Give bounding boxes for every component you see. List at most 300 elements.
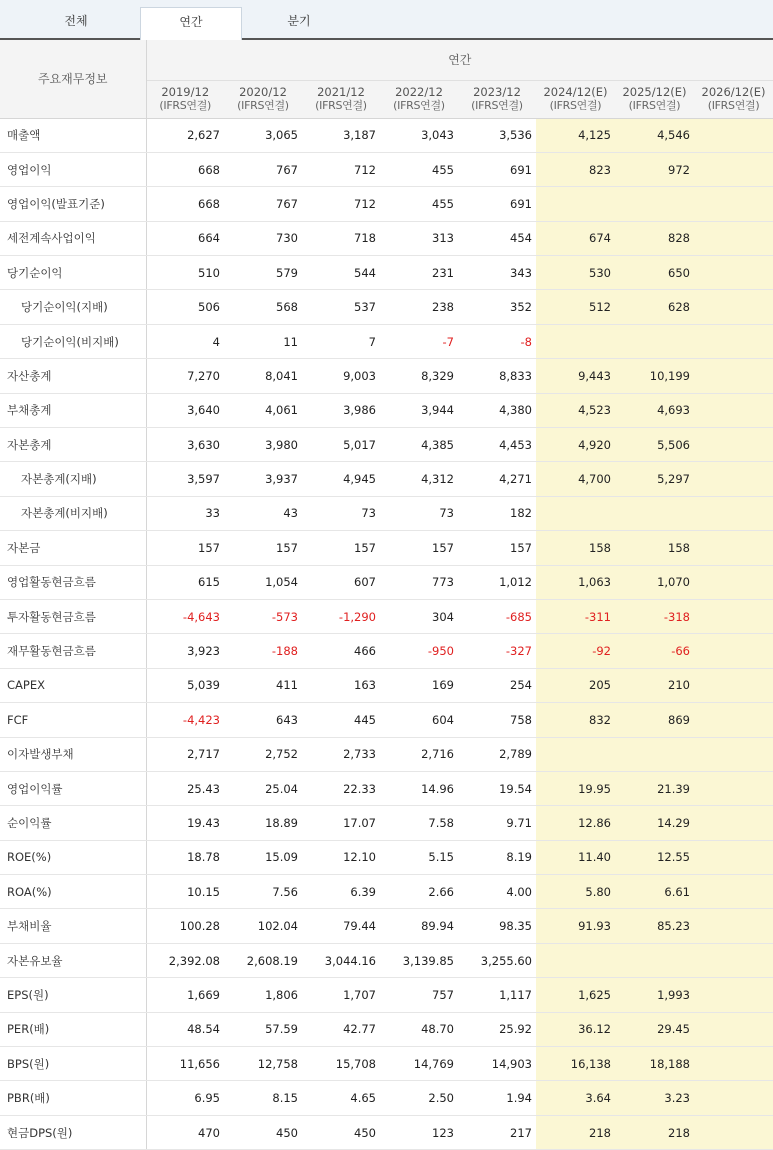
table-cell: 466 [302,634,380,668]
table-row [0,1115,773,1149]
row-label: 재무활동현금흐름 [0,634,146,668]
column-period: 2020/12 [239,85,287,99]
table-row [0,771,773,805]
table-cell: 12.10 [302,840,380,874]
table-cell: 615 [146,565,224,599]
table-cell: 650 [615,256,694,290]
table-cell: 674 [536,221,615,255]
table-cell: 254 [458,668,536,702]
table-cell [694,1012,773,1046]
column-basis: (IFRS연결) [159,99,212,112]
column-period: 2026/12(E) [701,85,766,99]
table-cell: 568 [224,290,302,324]
table-cell: 718 [302,221,380,255]
table-row [0,359,773,393]
table-cell: 7.56 [224,875,302,909]
table-cell: 48.54 [146,1012,224,1046]
table-cell: 163 [302,668,380,702]
row-label: ROA(%) [0,875,146,909]
table-row [0,634,773,668]
table-cell: 14.96 [380,771,458,805]
row-label: 자본총계(비지배) [0,496,146,530]
row-label: 자본총계 [0,428,146,462]
annual-group-header: 연간 [146,40,773,80]
table-cell: 643 [224,703,302,737]
table-cell: 3.23 [615,1081,694,1115]
table-cell: 2,608.19 [224,943,302,977]
table-cell: 5,506 [615,428,694,462]
table-cell: 158 [615,531,694,565]
table-cell: 454 [458,221,536,255]
table-cell [615,187,694,221]
table-cell: 157 [380,531,458,565]
table-cell: 15.09 [224,840,302,874]
financial-summary-table [0,40,773,1150]
table-row [0,840,773,874]
table-cell: 1,707 [302,978,380,1012]
table-cell: 19.54 [458,771,536,805]
table-cell [694,978,773,1012]
table-cell: 730 [224,221,302,255]
table-cell: 48.70 [380,1012,458,1046]
table-cell: 182 [458,496,536,530]
table-cell: 157 [302,531,380,565]
table-cell: 823 [536,152,615,186]
column-basis: (IFRS연결) [628,99,681,112]
table-cell: 1,625 [536,978,615,1012]
table-row [0,1081,773,1115]
table-cell: 2,789 [458,737,536,771]
column-period: 2022/12 [395,85,443,99]
table-cell [694,152,773,186]
table-cell: 767 [224,187,302,221]
table-cell: 4,312 [380,462,458,496]
table-cell: 12,758 [224,1047,302,1081]
column-header [536,80,615,118]
row-label: 자본유보율 [0,943,146,977]
table-cell: 205 [536,668,615,702]
table-cell [615,943,694,977]
row-label: BPS(원) [0,1047,146,1081]
table-row [0,256,773,290]
table-cell: 25.43 [146,771,224,805]
table-cell [694,909,773,943]
table-cell: 79.44 [302,909,380,943]
table-cell [694,393,773,427]
table-cell: -92 [536,634,615,668]
table-cell: 4,061 [224,393,302,427]
column-basis: (IFRS연결) [471,99,523,112]
table-cell: 73 [302,496,380,530]
table-cell: 2,752 [224,737,302,771]
table-cell: 36.12 [536,1012,615,1046]
table-cell: 343 [458,256,536,290]
table-cell: 4,546 [615,118,694,152]
row-label: 현금DPS(원) [0,1115,146,1149]
table-cell: 1,054 [224,565,302,599]
table-cell: 5.15 [380,840,458,874]
table-cell: 169 [380,668,458,702]
table-cell [536,737,615,771]
table-body [0,118,773,1150]
table-cell: 2,733 [302,737,380,771]
table-cell: 972 [615,152,694,186]
table-cell: 828 [615,221,694,255]
table-cell: 664 [146,221,224,255]
table-cell: 1,012 [458,565,536,599]
table-cell: 19.43 [146,806,224,840]
row-label: 당기순이익(비지배) [0,324,146,358]
table-cell: 450 [224,1115,302,1149]
table-cell: 7 [302,324,380,358]
table-row [0,290,773,324]
row-label: 영업이익 [0,152,146,186]
table-cell: 445 [302,703,380,737]
table-cell [694,771,773,805]
column-header [694,80,773,118]
table-cell: -188 [224,634,302,668]
table-cell: 3,187 [302,118,380,152]
table-cell: 1,993 [615,978,694,1012]
table-cell: -311 [536,599,615,633]
table-cell: 218 [536,1115,615,1149]
table-cell: 544 [302,256,380,290]
table-row [0,668,773,702]
table-cell: 14,769 [380,1047,458,1081]
table-cell: 3.64 [536,1081,615,1115]
table-row [0,152,773,186]
table-cell [694,256,773,290]
table-cell [694,531,773,565]
table-cell [694,324,773,358]
table-cell: 7.58 [380,806,458,840]
row-label: 순이익률 [0,806,146,840]
table-cell: 100.28 [146,909,224,943]
table-cell: 42.77 [302,1012,380,1046]
table-cell: 57.59 [224,1012,302,1046]
table-cell: 1,669 [146,978,224,1012]
table-row [0,909,773,943]
table-cell: 157 [458,531,536,565]
table-cell: -685 [458,599,536,633]
table-cell: 18.89 [224,806,302,840]
table-cell: 29.45 [615,1012,694,1046]
table-cell [694,840,773,874]
table-cell: 22.33 [302,771,380,805]
table-cell: 455 [380,152,458,186]
table-cell: 1,063 [536,565,615,599]
row-label: ROE(%) [0,840,146,874]
table-cell: 832 [536,703,615,737]
table-row [0,1047,773,1081]
column-header [380,80,458,118]
table-cell: 6.61 [615,875,694,909]
table-cell: 10,199 [615,359,694,393]
table-cell: 8.19 [458,840,536,874]
table-cell [694,703,773,737]
table-cell: 14,903 [458,1047,536,1081]
table-cell: 668 [146,187,224,221]
column-basis: (IFRS연결) [549,99,602,112]
table-row [0,599,773,633]
table-cell [536,187,615,221]
table-cell: 3,937 [224,462,302,496]
table-row [0,1012,773,1046]
table-cell [694,806,773,840]
table-cell [694,359,773,393]
table-cell [694,221,773,255]
table-cell: 530 [536,256,615,290]
table-row [0,462,773,496]
table-cell: 157 [224,531,302,565]
table-cell: 5,039 [146,668,224,702]
column-period: 2021/12 [317,85,365,99]
table-cell [694,1081,773,1115]
table-cell: 25.92 [458,1012,536,1046]
table-cell: 4 [146,324,224,358]
table-cell: 4,693 [615,393,694,427]
table-cell: 18.78 [146,840,224,874]
table-cell: 238 [380,290,458,324]
table-cell: -327 [458,634,536,668]
tab-all[interactable]: 전체 [64,14,88,28]
table-cell [536,324,615,358]
table-cell: 9,003 [302,359,380,393]
row-label: 세전계속사업이익 [0,221,146,255]
table-row [0,118,773,152]
table-cell: 3,597 [146,462,224,496]
table-cell: 210 [615,668,694,702]
table-cell: 9.71 [458,806,536,840]
table-cell: 21.39 [615,771,694,805]
table-cell: 3,536 [458,118,536,152]
table-row [0,875,773,909]
table-cell: -8 [458,324,536,358]
table-cell: 712 [302,152,380,186]
row-label: CAPEX [0,668,146,702]
table-cell: 352 [458,290,536,324]
row-header-label: 주요재무정보 [0,40,146,118]
table-cell [615,737,694,771]
table-row [0,221,773,255]
row-label: 영업이익률 [0,771,146,805]
table-cell: 4,523 [536,393,615,427]
table-cell: 16,138 [536,1047,615,1081]
table-cell: 4,920 [536,428,615,462]
row-label: 자본금 [0,531,146,565]
table-cell [694,565,773,599]
row-label: 당기순이익(지배) [0,290,146,324]
table-cell: 4,271 [458,462,536,496]
table-cell: 11 [224,324,302,358]
table-cell [536,496,615,530]
table-cell: 4,700 [536,462,615,496]
table-cell: 43 [224,496,302,530]
table-cell: 668 [146,152,224,186]
table-cell: 3,640 [146,393,224,427]
table-cell: 11,656 [146,1047,224,1081]
table-cell: -66 [615,634,694,668]
table-cell: 123 [380,1115,458,1149]
table-cell: 579 [224,256,302,290]
table-cell: 5,297 [615,462,694,496]
table-cell: 4.00 [458,875,536,909]
row-label: 영업활동현금흐름 [0,565,146,599]
table-cell: 628 [615,290,694,324]
table-cell: 9,443 [536,359,615,393]
table-cell: 3,139.85 [380,943,458,977]
table-cell [694,599,773,633]
table-row [0,496,773,530]
table-cell [694,737,773,771]
table-cell: -573 [224,599,302,633]
table-cell: 3,043 [380,118,458,152]
row-label: 부채총계 [0,393,146,427]
table-cell: 102.04 [224,909,302,943]
table-cell: 2,627 [146,118,224,152]
table-cell: 757 [380,978,458,1012]
table-row [0,806,773,840]
table-cell: 3,255.60 [458,943,536,977]
table-cell: -4,643 [146,599,224,633]
table-cell: 158 [536,531,615,565]
table-row [0,393,773,427]
table-row [0,703,773,737]
table-cell: 33 [146,496,224,530]
table-cell: 8,329 [380,359,458,393]
table-cell: 512 [536,290,615,324]
table-cell: -318 [615,599,694,633]
table-cell: 73 [380,496,458,530]
table-cell: -950 [380,634,458,668]
table-cell: 304 [380,599,458,633]
tab-quarterly[interactable]: 분기 [287,14,311,28]
table-cell [694,1115,773,1149]
table-cell: 3,630 [146,428,224,462]
column-basis: (IFRS연결) [707,99,760,112]
table-cell [615,324,694,358]
column-header [146,80,224,118]
table-cell: 411 [224,668,302,702]
table-cell: 758 [458,703,536,737]
table-cell: -1,290 [302,599,380,633]
table-cell: 3,944 [380,393,458,427]
row-label: EPS(원) [0,978,146,1012]
column-header [615,80,694,118]
table-cell [694,875,773,909]
table-cell [694,428,773,462]
table-cell: 4,385 [380,428,458,462]
table-cell: 869 [615,703,694,737]
table-cell: 15,708 [302,1047,380,1081]
row-label: 자본총계(지배) [0,462,146,496]
row-label: 투자활동현금흐름 [0,599,146,633]
table-cell: 217 [458,1115,536,1149]
table-cell: 691 [458,152,536,186]
table-cell: 4.65 [302,1081,380,1115]
table-cell: 8,833 [458,359,536,393]
row-label: PER(배) [0,1012,146,1046]
table-cell: 19.95 [536,771,615,805]
table-cell: 10.15 [146,875,224,909]
table-cell: 506 [146,290,224,324]
table-cell: 691 [458,187,536,221]
table-cell: 2.50 [380,1081,458,1115]
table-cell: 604 [380,703,458,737]
row-label: 매출액 [0,118,146,152]
column-period: 2019/12 [161,85,210,99]
row-label: 영업이익(발표기준) [0,187,146,221]
table-cell [694,943,773,977]
table-cell: 3,044.16 [302,943,380,977]
table-cell: 8,041 [224,359,302,393]
column-period: 2025/12(E) [622,85,687,99]
table-row [0,428,773,462]
table-cell: 2,716 [380,737,458,771]
table-cell: 4,945 [302,462,380,496]
table-row [0,978,773,1012]
table-cell: 607 [302,565,380,599]
column-period: 2023/12 [473,85,521,99]
table-cell: 7,270 [146,359,224,393]
column-basis: (IFRS연결) [237,99,289,112]
table-cell: 14.29 [615,806,694,840]
table-cell: 231 [380,256,458,290]
table-cell: 11.40 [536,840,615,874]
period-tabs [0,0,773,40]
table-cell: 6.39 [302,875,380,909]
table-cell: 89.94 [380,909,458,943]
table-cell: 5,017 [302,428,380,462]
table-row [0,737,773,771]
table-cell: 91.93 [536,909,615,943]
table-cell: 2,392.08 [146,943,224,977]
table-row [0,531,773,565]
table-cell [615,496,694,530]
table-cell: 17.07 [302,806,380,840]
column-period: 2024/12(E) [543,85,608,99]
column-header [302,80,380,118]
table-cell: 98.35 [458,909,536,943]
row-label: 이자발생부채 [0,737,146,771]
table-cell: 313 [380,221,458,255]
table-cell: 218 [615,1115,694,1149]
table-cell: 3,065 [224,118,302,152]
table-row [0,187,773,221]
table-cell: 12.86 [536,806,615,840]
table-cell: 537 [302,290,380,324]
table-cell: 1,806 [224,978,302,1012]
table-cell: 18,188 [615,1047,694,1081]
table-cell: -7 [380,324,458,358]
table-cell: 8.15 [224,1081,302,1115]
table-cell: 773 [380,565,458,599]
table-cell: 712 [302,187,380,221]
table-cell [536,943,615,977]
table-cell: 85.23 [615,909,694,943]
table-cell: 3,923 [146,634,224,668]
table-cell: 4,453 [458,428,536,462]
column-basis: (IFRS연결) [393,99,445,112]
row-label: 부채비율 [0,909,146,943]
table-cell: 455 [380,187,458,221]
table-cell [694,668,773,702]
table-cell: 4,125 [536,118,615,152]
table-cell [694,187,773,221]
table-cell: 1,070 [615,565,694,599]
column-header [224,80,302,118]
tab-annual[interactable]: 연간 [140,7,242,40]
